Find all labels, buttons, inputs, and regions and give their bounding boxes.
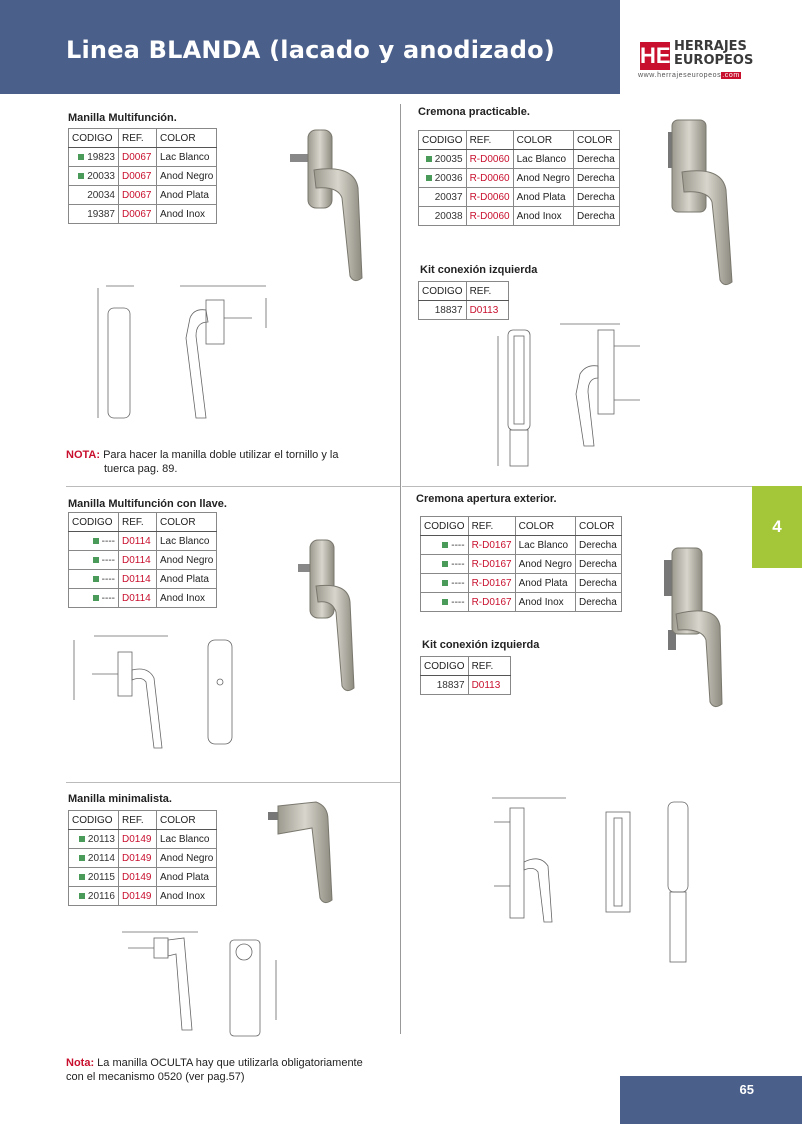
code-value: ----: [101, 535, 115, 547]
note-label: NOTA:: [66, 449, 101, 461]
section-title-cremona: Cremona practicable.: [418, 106, 530, 118]
ref-cell: D0114: [119, 532, 157, 551]
color-cell: Anod Inox: [513, 207, 573, 226]
ref-cell: D0114: [119, 589, 157, 608]
table-row: [69, 532, 217, 551]
table-row: [69, 167, 217, 186]
product-table-llave: [68, 512, 217, 608]
color-cell: Anod Negro: [513, 169, 573, 188]
color-cell: Anod Plata: [157, 570, 217, 589]
ref-cell: D0067: [119, 148, 157, 167]
handle-photo-minimalista: [266, 800, 362, 910]
stock-indicator-icon: [426, 156, 432, 162]
note-manilla-oculta: [66, 1056, 396, 1084]
logo-url: [638, 72, 741, 79]
stock-indicator-icon: [93, 538, 99, 544]
table-row: [421, 574, 622, 593]
code-cell: [419, 207, 467, 226]
logo-url-domain: www.herrajeseuropeos: [638, 72, 722, 79]
code-cell: [419, 150, 467, 169]
code-value: ----: [451, 577, 465, 589]
color-cell: Anod Plata: [157, 868, 217, 887]
code-value: 20115: [87, 871, 115, 883]
color-cell: Anod Plata: [157, 186, 217, 205]
color-cell: Anod Negro: [157, 849, 217, 868]
code-cell: [69, 205, 119, 224]
color-cell: Anod Negro: [157, 167, 217, 186]
code-value: 20114: [87, 852, 115, 864]
ref-cell: D0149: [119, 849, 157, 868]
table-row: [419, 169, 620, 188]
code-value: 19823: [87, 151, 115, 163]
table-row: [421, 555, 622, 574]
code-value: ----: [101, 554, 115, 566]
ref-cell: D0114: [119, 551, 157, 570]
color-cell: Lac Blanco: [157, 148, 217, 167]
ref-cell: D0149: [119, 868, 157, 887]
page-title: Linea BLANDA (lacado y anodizado): [66, 36, 555, 64]
note-text: Para hacer la manilla doble utilizar el tornillo y la: [103, 449, 339, 461]
color-cell: Lac Blanco: [157, 830, 217, 849]
color-cell: Anod Negro: [515, 555, 575, 574]
code-value: ----: [101, 592, 115, 604]
column-header: CODIGO: [419, 282, 467, 301]
code-cell: [421, 536, 469, 555]
table-header-row: [69, 513, 217, 532]
section-title-exterior: Cremona apertura exterior.: [416, 493, 557, 505]
code-value: 20034: [87, 189, 115, 201]
code-value: 20037: [434, 191, 463, 203]
stock-indicator-icon: [79, 874, 85, 880]
side-cell: Derecha: [573, 150, 619, 169]
section-title-minimalista: Manilla minimalista.: [68, 793, 172, 805]
brand-logo: [636, 40, 766, 84]
stock-indicator-icon: [93, 595, 99, 601]
column-header: REF.: [119, 811, 157, 830]
section-title-kit1: Kit conexión izquierda: [420, 264, 538, 276]
color-cell: Anod Plata: [515, 574, 575, 593]
product-table-minimalista: [68, 810, 217, 906]
ref-cell: D0114: [119, 570, 157, 589]
note-manilla-doble: [66, 448, 386, 476]
product-table-kit2: [420, 656, 511, 695]
stock-indicator-icon: [93, 557, 99, 563]
code-value: 18837: [434, 304, 463, 316]
ref-cell: R-D0060: [466, 169, 513, 188]
ref-cell: D0067: [119, 167, 157, 186]
logo-mark: HE: [640, 43, 671, 68]
column-header: COLOR: [515, 517, 575, 536]
ref-cell: D0149: [119, 830, 157, 849]
code-cell: [419, 169, 467, 188]
handle-photo-exterior: [662, 544, 748, 714]
table-row: [421, 536, 622, 555]
column-header: COLOR: [513, 131, 573, 150]
column-header: REF.: [466, 131, 513, 150]
ref-cell: R-D0060: [466, 188, 513, 207]
handle-photo-multifuncion: [284, 128, 374, 288]
code-value: 20036: [434, 172, 463, 184]
stock-indicator-icon: [442, 561, 448, 567]
stock-indicator-icon: [79, 855, 85, 861]
code-cell: [69, 849, 119, 868]
ref-cell: D0113: [468, 676, 510, 695]
color-cell: Anod Plata: [513, 188, 573, 207]
column-header: COLOR: [575, 517, 621, 536]
stock-indicator-icon: [78, 154, 84, 160]
table-row: [69, 205, 217, 224]
code-value: 18837: [436, 679, 465, 691]
ref-cell: D0067: [119, 186, 157, 205]
stock-indicator-icon: [78, 173, 84, 179]
code-value: 20033: [87, 170, 115, 182]
code-value: 19387: [87, 208, 115, 220]
product-table-kit1: [418, 281, 509, 320]
table-row: [69, 148, 217, 167]
logo-line1: HERRAJES: [674, 39, 747, 54]
color-cell: Lac Blanco: [515, 536, 575, 555]
stock-indicator-icon: [442, 599, 448, 605]
section-title-kit2: Kit conexión izquierda: [422, 639, 540, 651]
ref-cell: R-D0060: [466, 150, 513, 169]
column-header: CODIGO: [69, 129, 119, 148]
column-header: COLOR: [157, 513, 217, 532]
code-cell: [69, 589, 119, 608]
column-header: CODIGO: [69, 811, 119, 830]
column-header: COLOR: [157, 811, 217, 830]
section-title-multifuncion: Manilla Multifunción.: [68, 112, 177, 124]
table-row: [419, 188, 620, 207]
code-value: 20038: [434, 210, 463, 222]
technical-drawing-minimalista: [118, 920, 288, 1038]
column-header: REF.: [119, 129, 157, 148]
color-cell: Anod Negro: [157, 551, 217, 570]
note-text: La manilla OCULTA hay que utilizarla obligatoriamente: [97, 1057, 363, 1069]
code-cell: [419, 188, 467, 207]
stock-indicator-icon: [93, 576, 99, 582]
column-header: REF.: [466, 282, 508, 301]
code-cell: [69, 551, 119, 570]
side-cell: Derecha: [573, 207, 619, 226]
logo-line2: EUROPEOS: [674, 53, 754, 68]
code-value: 20116: [87, 890, 115, 902]
table-row: [421, 676, 511, 695]
technical-drawing-exterior: [486, 792, 716, 972]
table-row: [419, 207, 620, 226]
table-row: [421, 593, 622, 612]
ref-cell: R-D0167: [468, 593, 515, 612]
code-cell: [69, 887, 119, 906]
column-header: COLOR: [573, 131, 619, 150]
ref-cell: R-D0167: [468, 555, 515, 574]
code-cell: [69, 167, 119, 186]
code-cell: [421, 676, 469, 695]
ref-cell: D0113: [466, 301, 508, 320]
stock-indicator-icon: [426, 175, 432, 181]
ref-cell: D0149: [119, 887, 157, 906]
column-header: REF.: [468, 517, 515, 536]
code-cell: [69, 532, 119, 551]
logo-url-tld: .com: [722, 72, 740, 79]
row-divider-left-1: [66, 486, 400, 487]
side-cell: Derecha: [575, 536, 621, 555]
column-header: COLOR: [157, 129, 217, 148]
ref-cell: R-D0167: [468, 536, 515, 555]
table-row: [69, 887, 217, 906]
ref-cell: R-D0060: [466, 207, 513, 226]
column-header: CODIGO: [69, 513, 119, 532]
column-header: CODIGO: [419, 131, 467, 150]
stock-indicator-icon: [79, 893, 85, 899]
table-row: [419, 150, 620, 169]
code-cell: [421, 593, 469, 612]
product-table-multifuncion: [68, 128, 217, 224]
product-table-cremona: [418, 130, 620, 226]
technical-drawing-multifuncion: [86, 278, 276, 428]
color-cell: Anod Inox: [515, 593, 575, 612]
table-row: [69, 849, 217, 868]
table-row: [69, 551, 217, 570]
ref-cell: D0067: [119, 205, 157, 224]
ref-cell: R-D0167: [468, 574, 515, 593]
code-cell: [69, 570, 119, 589]
product-table-exterior: [420, 516, 622, 612]
column-divider: [400, 104, 401, 1034]
code-cell: [69, 868, 119, 887]
table-header-row: [419, 282, 509, 301]
technical-drawing-llave: [68, 630, 248, 750]
table-row: [69, 186, 217, 205]
table-header-row: [69, 129, 217, 148]
note-text-2: con el mecanismo 0520 (ver pag.57): [66, 1071, 245, 1083]
color-cell: Lac Blanco: [513, 150, 573, 169]
code-value: 20113: [87, 833, 115, 845]
table-row: [69, 589, 217, 608]
color-cell: Anod Inox: [157, 205, 217, 224]
side-cell: Derecha: [573, 169, 619, 188]
color-cell: Lac Blanco: [157, 532, 217, 551]
row-divider-left-2: [66, 782, 400, 783]
column-header: REF.: [119, 513, 157, 532]
logo-wordmark: [674, 40, 753, 68]
table-row: [69, 570, 217, 589]
footer-band: [620, 1076, 802, 1124]
side-cell: Derecha: [575, 574, 621, 593]
technical-drawing-cremona: [490, 316, 660, 470]
note-text-2: tuerca pag. 89.: [104, 463, 178, 475]
column-header: CODIGO: [421, 657, 469, 676]
stock-indicator-icon: [442, 542, 448, 548]
code-cell: [69, 186, 119, 205]
table-row: [69, 868, 217, 887]
column-header: CODIGO: [421, 517, 469, 536]
handle-photo-cremona: [664, 116, 748, 292]
stock-indicator-icon: [442, 580, 448, 586]
code-cell: [419, 301, 467, 320]
table-header-row: [421, 517, 622, 536]
code-value: ----: [451, 539, 465, 551]
chapter-tab: 4: [752, 486, 802, 568]
color-cell: Anod Inox: [157, 887, 217, 906]
page-number: 65: [739, 1082, 754, 1097]
stock-indicator-icon: [79, 836, 85, 842]
side-cell: Derecha: [575, 555, 621, 574]
side-cell: Derecha: [573, 188, 619, 207]
code-value: ----: [451, 558, 465, 570]
code-cell: [421, 555, 469, 574]
code-value: ----: [101, 573, 115, 585]
code-cell: [69, 148, 119, 167]
handle-photo-llave: [296, 538, 366, 698]
table-header-row: [421, 657, 511, 676]
color-cell: Anod Inox: [157, 589, 217, 608]
side-cell: Derecha: [575, 593, 621, 612]
code-cell: [421, 574, 469, 593]
row-divider-right-1: [402, 486, 752, 487]
code-value: ----: [451, 596, 465, 608]
column-header: REF.: [468, 657, 510, 676]
code-value: 20035: [434, 153, 463, 165]
table-row: [69, 830, 217, 849]
section-title-llave: Manilla Multifunción con llave.: [68, 498, 227, 510]
note-label: Nota:: [66, 1057, 95, 1069]
table-header-row: [69, 811, 217, 830]
table-header-row: [419, 131, 620, 150]
code-cell: [69, 830, 119, 849]
